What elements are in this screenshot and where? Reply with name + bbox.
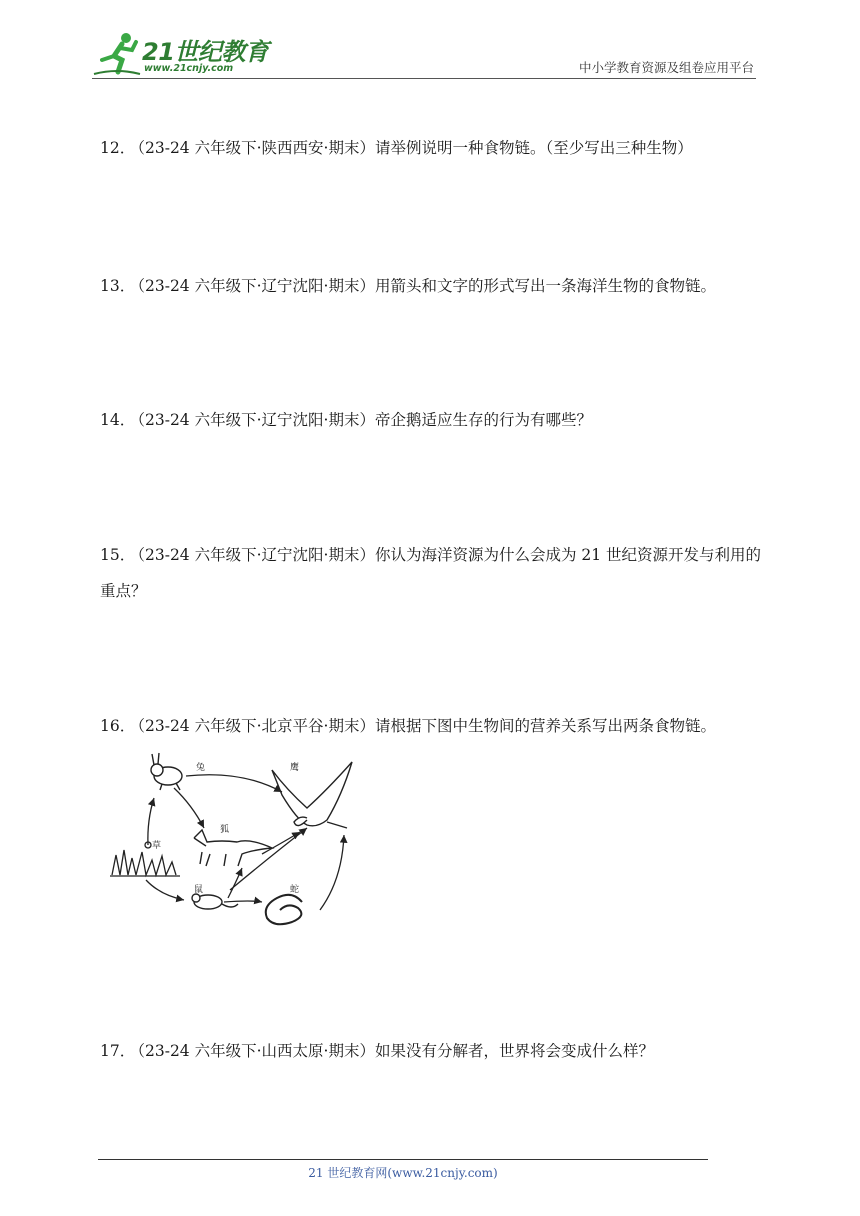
site-logo (92, 30, 269, 80)
label-rabbit: 兔 (196, 763, 206, 773)
page-header (0, 0, 860, 90)
label-eagle: 鹰 (290, 763, 300, 773)
label-snake: 蛇 (290, 885, 300, 895)
snake-icon (266, 895, 302, 924)
question-text: （23-24 六年级下·北京平谷·期末）请根据下图中生物间的营养关系写出两条食物链。 (137, 717, 716, 735)
question-number: 14． (100, 411, 136, 429)
question-number: 15． (100, 546, 136, 564)
platform-name: 中小学教育资源及组卷应用平台 (578, 60, 754, 75)
rabbit-icon (151, 753, 182, 790)
question-text: （23-24 六年级下·辽宁沈阳·期末）帝企鹅适应生存的行为有哪些？ (137, 411, 592, 429)
header-divider (92, 78, 756, 79)
question-number: 13． (100, 277, 136, 295)
logo-text: 21世纪教育 (142, 38, 269, 66)
label-mouse: 鼠 (194, 885, 204, 895)
question-16 (100, 708, 765, 744)
question-text: （23-24 六年级下·辽宁沈阳·期末）你认为海洋资源为什么会成为 21 世纪资源开发与利用的重点？ (100, 546, 762, 600)
food-web-illustration (102, 750, 386, 950)
question-text: （23-24 六年级下·山西太原·期末）如果没有分解者，世界将会变成什么样？ (137, 1042, 654, 1060)
question-12 (100, 130, 765, 166)
question-15 (100, 537, 765, 609)
logo-url: www.21cnjy.com (144, 63, 234, 74)
footer-text: 21 世纪教育网(www.21cnjy.com) (308, 1166, 498, 1180)
question-text: （23-24 六年级下·辽宁沈阳·期末）用箭头和文字的形式写出一条海洋生物的食物链。 (137, 277, 716, 295)
grass-icon (110, 842, 180, 876)
question-17 (100, 1033, 765, 1069)
runner-logo-icon (92, 30, 142, 76)
food-web-figure (102, 750, 386, 950)
question-text: （23-24 六年级下·陕西西安·期末）请举例说明一种食物链。（至少写出三种生物） (137, 139, 693, 157)
question-14 (100, 402, 765, 438)
footer-divider (98, 1159, 708, 1160)
label-fox: 狐 (220, 825, 230, 835)
question-13 (100, 268, 765, 304)
label-grass: 草 (152, 841, 162, 851)
eagle-icon (272, 762, 352, 828)
question-number: 12． (100, 139, 136, 157)
fox-icon (194, 830, 272, 866)
question-number: 16． (100, 717, 136, 735)
question-number: 17． (100, 1042, 136, 1060)
